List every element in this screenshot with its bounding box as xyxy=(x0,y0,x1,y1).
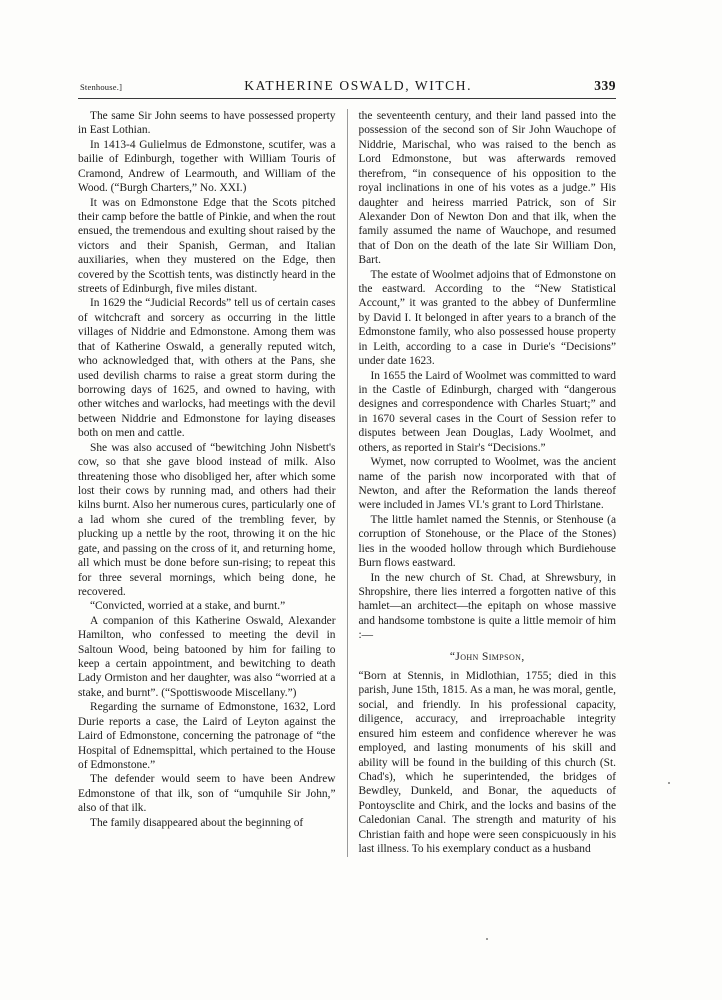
paragraph: A companion of this Katherine Oswald, Alexander Hamilton, who confessed to meeting the devil in Saltoun Wood, being batooned by him for failing to keep a certain appointment, and bewitching to death Lady Ormiston and her daughter, was also “worried at a stake, and burnt”. (“Spottiswoode Miscellany.”) xyxy=(78,614,336,699)
paragraph: The estate of Woolmet adjoins that of Edmonstone on the eastward. According to the “New Statistical Account,” it was granted to the abbey of Dunfermline by David I. It belonged in after years to a branch of the Edmonstone family, who also possessed house property in Leith, according to a case in Durie's “Decisions” under date 1623. xyxy=(358,268,616,368)
paragraph: The defender would seem to have been Andrew Edmonstone of that ilk, son of “umquhile Sir John,” also of that ilk. xyxy=(78,773,336,815)
epitaph-heading: “John Simpson, xyxy=(449,650,525,663)
page-number: 339 xyxy=(594,78,616,93)
paragraph: In 1413-4 Gulielmus de Edmonstone, scutifer, was a bailie of Edinburgh, together with William Touris of Cramond, Andrew of Learmouth, and William of the Wood. (“Burgh Charters,” No. XXI.) xyxy=(78,138,336,195)
paragraph: In the new church of St. Chad, at Shrewsbury, in Shropshire, there lies interred a forgotten native of this hamlet—an architect—the epitaph on whose massive and handsome tombstone is quite a little memoir of him :— xyxy=(358,571,616,642)
left-column xyxy=(78,109,348,857)
paragraph: She was also accused of “bewitching John Nisbett's cow, so that she gave blood instead of milk. Also threatening those who disobliged her, after which some lost their cows by running mad, and others had their kilns burnt. Also her numerous cures, particularly one of a lad whom she cured of the trembling fever, by plucking up a nettle by the root, throwing it on the hic gate, and passing on the cross of it, and returning home, all which must be done before sun-rising; to repeat this for three several mornings, which being done, he recovered. xyxy=(78,441,336,598)
paragraph: In 1629 the “Judicial Records” tell us of certain cases of witchcraft and sorcery as occurring in the little villages of Niddrie and Edmonstone. Among them was that of Katherine Oswald, a generally reputed witch, who acknowledged that, with others at the Pans, she used devilish charms to raise a great storm during the borrowing days of 1625, and owned to having, with other witches and warlocks, had meetings with the devil between Niddrie and Edmonstone for laying diseases both on men and cattle. xyxy=(78,297,336,440)
page-content xyxy=(78,78,616,857)
paragraph: It was on Edmonstone Edge that the Scots pitched their camp before the battle of Pinkie, and when the rout ensued, the tremendous and exulting shout raised by the victors and their Spanish, German, and Italian auxiliaries, when they mustered on the Edge, then covered by the Scottish tents, was distinctly heard in the streets of Edinburgh, five miles distant. xyxy=(78,196,336,296)
paragraph: The little hamlet named the Stennis, or Stenhouse (a corruption of Stonehouse, or the Place of the Stones) lies in the wooded hollow through which Burdiehouse Burn flows eastward. xyxy=(358,513,616,570)
paragraph: In 1655 the Laird of Woolmet was committed to ward in the Castle of Edinburgh, charged with “dangerous designes and correspondence with Charles Stuart;” and in 1670 several cases in the Court of Session refer to disputes between Jean Douglas, Lady Woolmet, and others, as reported in Stair's “Decisions.” xyxy=(358,369,616,454)
running-head-left-label: Stenhouse.] xyxy=(80,82,123,92)
paragraph: Wymet, now corrupted to Woolmet, was the ancient name of the parish now incorporated with that of Newton, and after the Reformation the lands thereof were included in James VI.'s grant to Lord Thirlstane. xyxy=(358,456,616,512)
two-column-body xyxy=(78,109,616,857)
paragraph: Regarding the surname of Edmonstone, 1632, Lord Durie reports a case, the Laird of Leyton against the Laird of Edmonstone, concerning the patronage of “the Hospital of Ednemspittal, which pertained to the House of Edmonstone.” xyxy=(78,701,336,771)
paragraph: The same Sir John seems to have possessed property in East Lothian. xyxy=(78,110,336,137)
running-head xyxy=(78,78,616,99)
paragraph: “Convicted, worried at a stake, and burnt.” xyxy=(90,600,286,613)
page-speck-right xyxy=(668,782,670,784)
right-column xyxy=(348,109,617,857)
paragraph: “Born at Stennis, in Midlothian, 1755; died in this parish, June 15th, 1815. As a man, he was moral, gentle, social, and friendly. In his professional capacity, diligence, accuracy, and irreproachable integrity ensured him esteem and confidence wherever he was employed, and lasting monuments of his skill and ability will be found in the building of this church (St. Chad's), which he superintended, the bridges of Bewdley, Dunkeld, and Bonar, the aqueducts of Pontoysclite and Chirk, and the locks and basins of the Caledonian Canal. The strength and maturity of his Christian faith and hope were seen conspicuously in his last illness. To his exemplary conduct as a husband xyxy=(358,670,616,856)
page-title: KATHERINE OSWALD, WITCH. xyxy=(244,78,473,93)
paragraph: The family disappeared about the beginning of xyxy=(90,816,304,829)
page-speck-left xyxy=(486,938,488,940)
paragraph: the seventeenth century, and their land passed into the possession of the second son of Sir John Wauchope of Niddrie, Marischal, who was raised to the bench as Lord Edmonstone, but was afterwards removed therefrom, “in consequence of his opposition to the royal inclinations in one of his votes as a judge.” His daughter and heiress married Patrick, son of Sir Alexander Don of Newton Don and that ilk, when the family assumed the name of Wauchope, and resumed that of Don on the death of the late Sir William Don, Bart. xyxy=(358,110,616,267)
